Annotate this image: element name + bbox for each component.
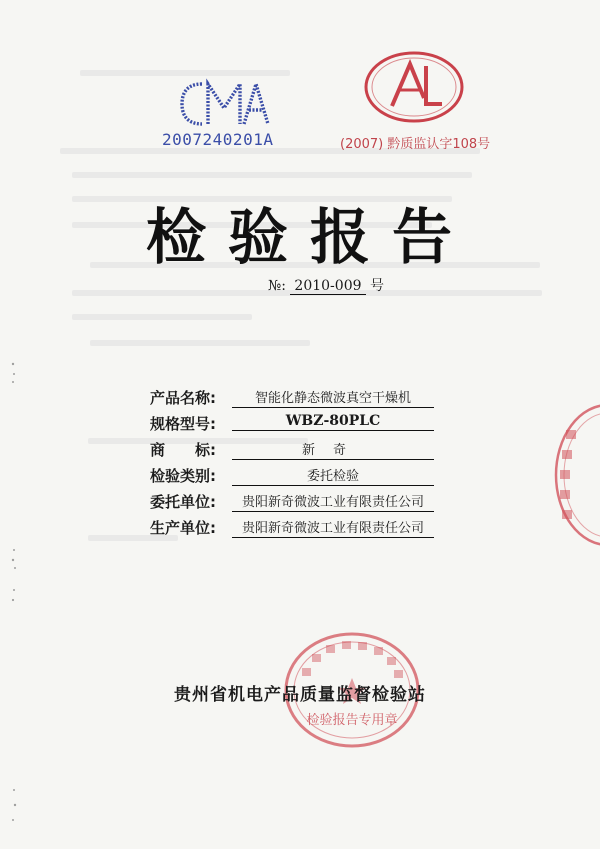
field-trademark bbox=[150, 437, 450, 463]
report-number-value: 2010-009 bbox=[290, 278, 365, 295]
bleed-through-line bbox=[72, 314, 252, 320]
field-value: 智能化静态微波真空干燥机 bbox=[232, 387, 434, 408]
seal-text: 检验报告专用章 bbox=[306, 713, 398, 728]
report-number bbox=[268, 275, 384, 295]
report-title: 检验报告 bbox=[146, 203, 474, 273]
field-value: 贵阳新奇微波工业有限责任公司 bbox=[232, 491, 434, 512]
cma-logo bbox=[178, 78, 272, 130]
issuing-organization: 贵州省机电产品质量监督检验站 bbox=[174, 685, 426, 705]
field-inspection-type bbox=[150, 463, 450, 489]
cal-stamp bbox=[362, 50, 466, 124]
report-number-suffix: 号 bbox=[369, 278, 384, 294]
field-manufacturer bbox=[150, 515, 450, 541]
field-value: 贵阳新奇微波工业有限责任公司 bbox=[232, 517, 434, 538]
field-label: 检验类别: bbox=[150, 467, 216, 485]
report-fields bbox=[150, 385, 450, 541]
field-label: 规格型号: bbox=[150, 415, 216, 433]
seal-partial-right bbox=[548, 400, 600, 550]
field-label: 商 标: bbox=[150, 441, 216, 459]
bleed-through-line bbox=[80, 70, 290, 76]
field-value: WBZ-80PLC bbox=[232, 413, 434, 431]
field-label: 生产单位: bbox=[150, 519, 216, 537]
cma-certificate-number: 2007240201A bbox=[162, 130, 274, 149]
field-client bbox=[150, 489, 450, 515]
field-label: 产品名称: bbox=[150, 389, 216, 407]
field-product-name bbox=[150, 385, 450, 411]
field-label: 委托单位: bbox=[150, 493, 216, 511]
report-number-label: №: bbox=[268, 278, 286, 294]
bleed-through-line bbox=[90, 340, 310, 346]
field-value: 新奇 bbox=[232, 439, 434, 460]
cal-certificate-number: (2007) 黔质监认字108号 bbox=[340, 137, 491, 152]
bleed-through-line bbox=[72, 172, 472, 178]
scan-speckles bbox=[10, 360, 18, 840]
field-model bbox=[150, 411, 450, 437]
field-value: 委托检验 bbox=[232, 465, 434, 486]
